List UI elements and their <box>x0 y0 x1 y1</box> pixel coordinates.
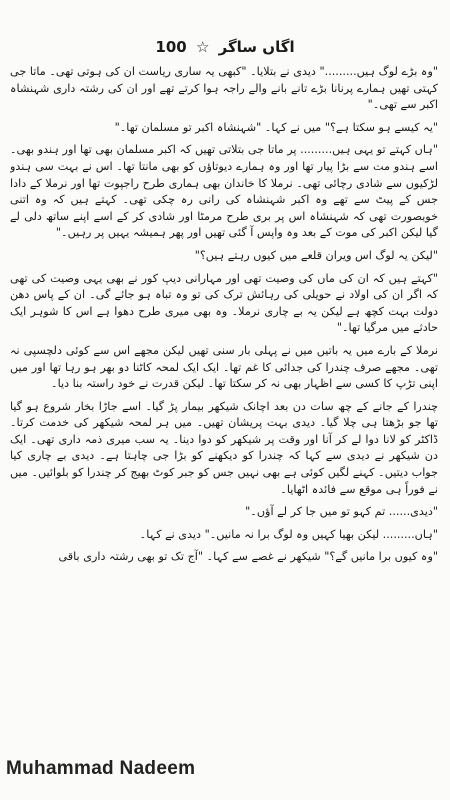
paragraph: "دیدی...... تم کہو تو میں جا کر لے آؤں۔" <box>245 505 438 519</box>
paragraph: "وہ بڑے لوگ ہیں........." دیدی نے بتلایا۔ "کبھی یہ ساری ریاست ان کی ہوتی تھی۔ ماتا جی کہتی تھیں ہمارے پرنانا بڑے تانے بانے والے راجہ ہوا کرتے تھے اور ان کی رشتہ داری شہنشاہ اکبر سے تھی۔" <box>10 65 438 112</box>
paragraph: "ہاں......... لیکن بھیا کہیں وہ لوگ برا نہ مانیں۔" دیدی نے کہا۔ <box>139 527 438 541</box>
paragraph: "کہتے ہیں کہ ان کی ماں کی وصیت تھی اور مہارانی دیپ کور نے بھی یہی وصیت کی تھی کہ اگر ان کی اولاد نے حویلی کی رہائش ترک کی تو وہ تباہ ہو جائے گی۔ ان کے پاس دھن دولت بہت کچھ ہے لیکن یہ بے چاری نرملا۔ وہ بھی میری طرح دھوا ہے اس کا شوہر ایک حادثے میں مرگیا تھا۔" <box>10 271 438 335</box>
page-number: 100 <box>155 38 187 56</box>
paragraph: نرملا کے بارے میں یہ باتیں میں نے پہلی بار سنی تھیں لیکن مجھے اس سے کوئی دلچسپی نہ تھی۔ مجھے صرف چندرا کی جدائی کا غم تھا۔ ایک ایک لمحہ کاٹنا دو بھر ہو رہا تھا اور میں اپنی تڑپ کا کسی سے اظہار بھی نہ کر سکتا تھا۔ لیکن قدرت نے خود راستہ بنا دیا۔ <box>10 343 438 391</box>
page-header <box>0 38 450 56</box>
author-watermark: Muhammad Nadeem <box>6 758 196 779</box>
book-title: اگاں ساگر <box>218 38 295 56</box>
paragraph: "لیکن یہ لوگ اس ویران قلعے میں کیوں رہتے ہیں؟" <box>194 248 438 262</box>
paragraph: "ہاں کہتے تو یہی ہیں......... پر ماتا جی بتلاتی تھیں کہ اکبر مسلمان بھی تھا اور ہندو بھی۔ اسے ہندو مت سے بڑا پیار تھا اور وہ ہمارے دیوتاؤں کو بھی مانتا تھا۔ اس نے بہت سی ہندو لڑکیوں سے شادی رچائی تھی۔ نرملا کا خاندان بھی ہماری طرح راجپوت تھا اور نرملا کے دادا جس کے پیٹ سے تھے وہ اکبر شہنشاہ کی رانی رہ چکی تھی۔ کہتے ہیں کہ وہ اتنی خوبصورت تھی کہ شہنشاہ اس پر بری طرح مرمٹا اور شادی کر کے اسے اپنے ساتھ دلی لے گیا لیکن اکبر کی موت کے بعد وہ واپس آ گئی تھیں اور پھر ہمیشہ یہیں پر رہیں۔" <box>10 143 438 240</box>
body-text <box>10 64 438 764</box>
paragraph: "وہ کیوں برا مانیں گے؟" شیکھر نے غصے سے کہا۔ "آج تک تو بھی رشتہ داری باقی <box>58 550 438 564</box>
paragraph: "یہ کیسے ہو سکتا ہے؟" میں نے کہا۔ "شہنشاہ اکبر تو مسلمان تھا۔" <box>114 120 438 134</box>
star-icon: ☆ <box>195 38 210 56</box>
paragraph: چندرا کے جانے کے چھ سات دن بعد اچانک شیکھر بیمار پڑ گیا۔ اسے جاڑا بخار شروع ہو گیا تھا جو بڑھتا ہی چلا گیا۔ دیدی بہت پریشان تھیں۔ میں ہر لمحہ شیکھر کی خدمت کرتا۔ ڈاکٹر کو لانا دوا لے کر آنا اور وقت پر شیکھر کو دوا دینا۔ یہ سب میری ذمہ داری تھی۔ ایک دن شیکھر نے دیدی سے کہا کہ چندرا کو دیکھنے کو بڑا جی چاہتا ہے۔ دیدی بے چاری کیا جواب دیتیں۔ کہنے لگیں کوئی ہے بھی نہیں جس کو جبر کوٹ بھیج کر چندرا کو بلوائیں۔ میں نے فوراً ہی موقع سے فائدہ اٹھایا۔ <box>10 399 438 496</box>
